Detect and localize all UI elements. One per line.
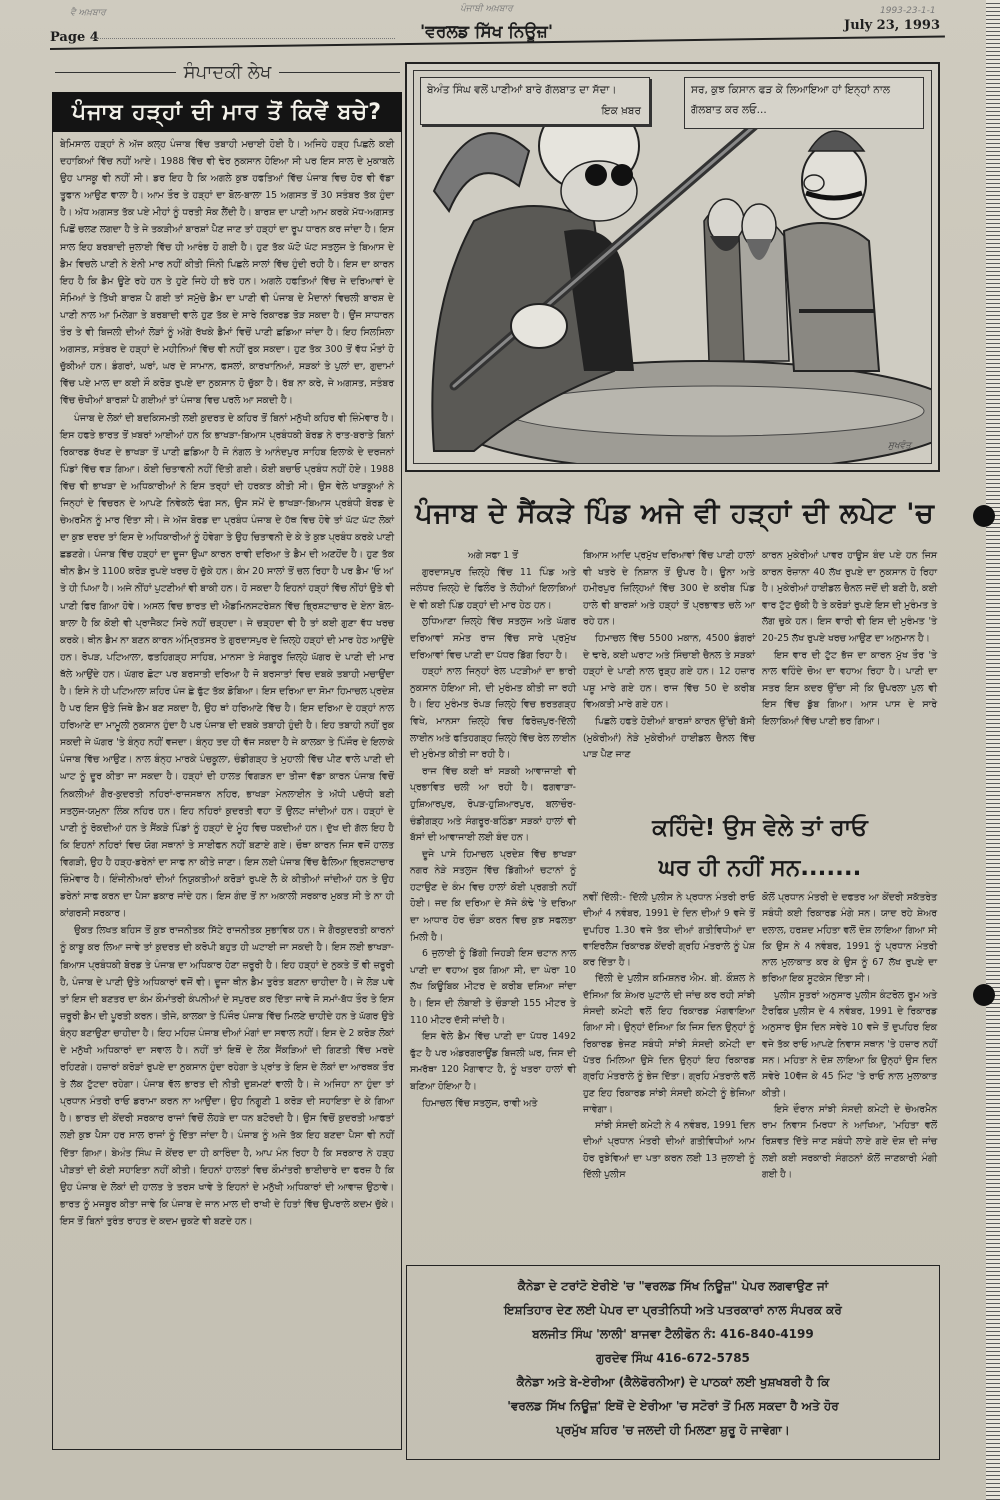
editorial-section-label [55,62,400,83]
rao-story-headline [580,808,940,888]
story-paragraph: ਹਿਮਾਚਲ ਵਿੱਚ ਸਤਲੁਜ, ਰਾਵੀ ਅਤੇ [422,1097,538,1109]
issue-date: July 23, 1993 [844,18,940,33]
story-headline: ਪੰਜਾਬ ਦੇ ਸੈਂਕੜੇ ਪਿੰਡ ਅਜੇ ਵੀ ਹੜ੍ਹਾਂ ਦੀ ਲਪੇਟ 'ਚ [415,498,935,529]
cartoon [405,62,940,472]
story-paragraph: ਗੁਰਦਾਸਪੁਰ ਜ਼ਿਲ੍ਹੇ ਵਿੱਚ 11 ਪਿੰਡ ਅਤੇ ਜਲੰਧਰ ਜ਼ਿਲ੍ਹੇ ਦੇ ਫਿਲੌਰ ਤੇ ਲੋਹੀਆਂ ਇਲਾਕਿਆਂ ਦੇ ਵੀ ਕਈ ਪਿੰਡ ਹੜ੍ਹਾਂ ਦੀ ਮਾਰ ਹੇਠ ਹਨ। [410,566,576,611]
divider [279,72,400,73]
punch-hole [973,505,995,527]
story-paragraph: ਰਾਜ ਵਿੱਚ ਕਈ ਥਾਂ ਸੜਕੀ ਆਵਾਜਾਈ ਵੀ ਪ੍ਰਭਾਵਿਤ ਚਲੀ ਆ ਰਹੀ ਹੈ। ਫਗਵਾੜਾ-ਹੁਸ਼ਿਆਰਪੁਰ, ਰੋਪੜ-ਹੁਸ਼ਿਆਰਪੁਰ, ਬਲਾਚੌਰ-ਚੰਡੀਗੜ੍ਹ ਅਤੇ ਸੰਗਰੂਰ-ਬਠਿੰਡਾ ਸੜਕਾਂ ਹਾਲਾਂ ਵੀ ਬੱਸਾਂ ਦੀ ਆਵਾਜਾਈ ਲਈ ਬੰਦ ਹਨ। [410,765,576,844]
story-paragraph: ਹੜ੍ਹਾਂ ਨਾਲ ਜਿਨ੍ਹਾਂ ਰੇਲ ਪਟੜੀਆਂ ਦਾ ਭਾਰੀ ਨੁਕਸਾਨ ਹੋਇਆ ਸੀ, ਦੀ ਮੁਰੰਮਤ ਕੀਤੀ ਜਾ ਰਹੀ ਹੈ। ਇਹ ਮੁਰੰਮਤ ਰੋਪੜ ਜ਼ਿਲ੍ਹੇ ਵਿਚ ਭਰਤਗੜ੍ਹ ਵਿਖੇ, ਮਾਨਸਾ ਜ਼ਿਲ੍ਹੇ ਵਿਚ ਫਿਰੋਜ਼ਪੁਰ-ਦਿੱਲੀ ਲਾਈਨ ਅਤੇ ਫਤਿਹਗੜ੍ਹ ਜ਼ਿਲ੍ਹੇ ਵਿੱਚ ਰੇਲ ਲਾਈਨ ਦੀ ਮੁਰੰਮਤ ਕੀਤੀ ਜਾ ਰਹੀ ਹੈ। [410,666,576,761]
editorial-headline: ਪੰਜਾਬ ਹੜ੍ਹਾਂ ਦੀ ਮਾਰ ਤੋਂ ਕਿਵੇਂ ਬਚੇ? [52,92,402,132]
story-paragraph: ਹਿਮਾਚਲ ਵਿੱਚ 5500 ਮਕਾਨ, 4500 ਡੰਗਰਾਂ ਦੇ ਢਾਰੇ, ਕਈ ਘਰਾਟ ਅਤੇ ਸਿੰਚਾਈ ਚੈਨਲ ਤੇ ਸੜਕਾਂ ਹੜ੍ਹਾਂ ਦੇ ਪਾਣੀ ਨਾਲ ਰੁੜ੍ਹ ਗਏ ਹਨ। 12 ਹਜ਼ਾਰ ਪਸ਼ੂ ਮਾਰੇ ਗਏ ਹਨ। ਰਾਜ ਵਿੱਚ 50 ਦੇ ਕਰੀਬ ਵਿਅਕਤੀ ਮਾਰੇ ਗਏ ਹਨ। [583,632,755,711]
advert-line: ਇਸ਼ਤਿਹਾਰ ਦੇਣ ਲਈ ਪੇਪਰ ਦਾ ਪ੍ਰਤੀਨਿਧੀ ਅਤੇ ਪਤਰਕਾਰਾਂ ਨਾਲ ਸੰਪਰਕ ਕਰੋ [504,1303,842,1317]
header-dotted-rule [95,38,395,39]
editorial-paragraph: ਬੇਮਿਸਾਲ ਹੜ੍ਹਾਂ ਨੇ ਅੱਜ ਕਲ੍ਹ ਪੰਜਾਬ ਵਿੱਚ ਤਬਾਹੀ ਮਚਾਈ ਹੋਈ ਹੈ। ਅਜਿਹੇ ਹੜ੍ਹ ਪਿਛਲੇ ਕਈ ਦਹਾਕਿਆਂ ਵਿੱਚ ਨਹੀਂ ਆਏ। 1988 ਵਿੱਚ ਵੀ ਢੇਰ ਨੁਕਸਾਨ ਹੋਇਆ ਸੀ ਪਰ ਇਸ ਸਾਲ ਦੇ ਮੁਕਾਬਲੇ ਉਹ ਪਾਸਕੂ ਵੀ ਨਹੀਂ ਸੀ। ਡਰ ਇਹ ਹੈ ਕਿ ਅਗਲੇ ਕੁਝ ਹਫਤਿਆਂ ਵਿੱਚ ਪੰਜਾਬ ਵਿਚ ਹੋਰ ਵੀ ਵੱਡਾ ਤੂਫਾਨ ਆਉਣ ਵਾਲਾ ਹੈ। ਆਮ ਤੌਰ ਤੇ ਹੜ੍ਹਾਂ ਦਾ ਬੋਲ-ਬਾਲਾ 15 ਅਗਸਤ ਤੋਂ 30 ਸਤੰਬਰ ਤੱਕ ਹੁੰਦਾ ਹੈ। ਅੱਧ ਅਗਸਤ ਤੱਕ ਪਏ ਮੀਹਾਂ ਨੂੰ ਧਰਤੀ ਸੋਕ ਲੈਂਦੀ ਹੈ। ਬਾਰਸ਼ ਦਾ ਪਾਣੀ ਆਮ ਕਰਕੇ ਮੱਧ-ਅਗਸਤ ਪਿਛੋਂ ਚਲਣ ਲਗਦਾ ਹੈ ਤੇ ਜੇ ਤਕੜੀਆਂ ਬਾਰਸ਼ਾਂ ਪੈਣ ਜਾਣ ਤਾਂ ਹੜ੍ਹਾਂ ਦਾ ਰੂਪ ਧਾਰਨ ਕਰ ਜਾਂਦਾ ਹੈ। ਇਸ ਸਾਲ ਇਹ ਬਰਬਾਦੀ ਜੁਲਾਈ ਵਿੱਚ ਹੀ ਆਰੰਭ ਹੋ ਗਈ ਹੈ। ਹੁਣ ਤੱਕ ਘੱਟੋ ਘੱਟ ਸਤਲੁਜ ਤੇ ਬਿਆਸ ਦੇ ਡੈਮ ਵਿਚਲੇ ਪਾਣੀ ਨੇ ਏਨੀ ਮਾਰ ਨਹੀਂ ਕੀਤੀ ਜਿੰਨੀ ਪਿਛਲੇ ਸਾਲਾਂ ਵਿੱਚ ਹੁੰਦੀ ਰਹੀ ਹੈ। ਇਸ ਦਾ ਕਾਰਨ ਇਹ ਹੈ ਕਿ ਡੈਮ ਊਣੇ ਰਹੇ ਹਨ ਤੇ ਹੁਣੇ ਜਿਹੇ ਹੀ ਭਰੇ ਹਨ। ਅਗਲੇ ਹਫਤਿਆਂ ਵਿੱਚ ਜੇ ਦਰਿਆਵਾਂ ਦੇ ਸੋਮਿਆਂ ਤੇ ਤਿੱਖੀ ਬਾਰਸ਼ ਪੈ ਗਈ ਤਾਂ ਸਮੁੱਚੇ ਡੈਮ ਦਾ ਪਾਣੀ ਵੀ ਪੰਜਾਬ ਦੇ ਮੈਦਾਨਾਂ ਵਿਚਲੀ ਬਾਰਸ਼ ਦੇ ਪਾਣੀ ਨਾਲ ਆ ਮਿਲੇਗਾ ਤੇ ਬਰਬਾਦੀ ਵਾਲੇ ਹੁਣ ਤੱਕ ਦੇ ਸਾਰੇ ਰਿਕਾਰਡ ਤੋੜ ਸਕਦਾ ਹੈ। ਉਂਜ ਸਾਧਾਰਨ ਤੌਰ ਤੇ ਵੀ ਬਿਜਲੀ ਦੀਆਂ ਲੋੜਾਂ ਨੂੰ ਅੱਗੇ ਰੱਖਕੇ ਡੈਮਾਂ ਵਿਚੋਂ ਪਾਣੀ ਛਡਿਆ ਜਾਂਦਾ ਹੈ। ਇਹ ਸਿਲਸਿਲਾ ਅਗਸਤ, ਸਤੰਬਰ ਦੇ ਹੜ੍ਹਾਂ ਦੇ ਮਹੀਨਿਆਂ ਵਿੱਚ ਵੀ ਨਹੀਂ ਰੁਕ ਸਕਦਾ। ਹੁਣ ਤੱਕ 300 ਤੋਂ ਵੱਧ ਮੌਤਾਂ ਹੋ ਚੁੱਕੀਆਂ ਹਨ। ਡੰਗਰਾਂ, ਘਰਾਂ, ਘਰ ਦੇ ਸਾਮਾਨ, ਫਸਲਾਂ, ਕਾਰਖਾਨਿਆਂ, ਸੜਕਾਂ ਤੇ ਪੁਲਾਂ ਦਾ, ਗੁਦਾਮਾਂ ਵਿੱਚ ਪਏ ਮਾਲ ਦਾ ਕਈ ਸੌ ਕਰੋੜ ਰੁਪਏ ਦਾ ਨੁਕਸਾਨ ਹੋ ਚੁੱਕਾ ਹੈ। ਰੱਬ ਨਾ ਕਰੇ, ਜੇ ਅਗਸਤ, ਸਤੰਬਰ ਵਿੱਚ ਚੋਖੀਆਂ ਬਾਰਸ਼ਾਂ ਪੈ ਗਈਆਂ ਤਾਂ ਪੰਜਾਬ ਵਿਚ ਪਰਲੋ ਆ ਸਕਦੀ ਹੈ। [60,139,394,407]
story-paragraph: 6 ਜੁਲਾਈ ਨੂੰ ਡਿੱਗੀ ਜਿਹੜੀ ਇਸ ਚਟਾਨ ਨਾਲ ਪਾਣੀ ਦਾ ਵਹਾਅ ਰੁਕ ਗਿਆ ਸੀ, ਦਾ ਘੇਰਾ 10 ਲੱਖ ਕਿਊਬਿਕ ਮੀਟਰ ਦੇ ਕਰੀਬ ਦਸਿਆ ਜਾਂਦਾ ਹੈ। ਇਸ ਦੀ ਲੰਬਾਈ ਤੇ ਚੌੜਾਈ 155 ਮੀਟਰ ਤੇ 110 ਮੀਟਰ ਦੱਸੀ ਜਾਂਦੀ ਹੈ। [410,948,576,1026]
story-paragraph: ਕੋਲੋਂ ਪ੍ਰਧਾਨ ਮੰਤਰੀ ਦੇ ਦਫਤਰ ਆ ਕੇਂਦਰੀ ਸਕੱਤਰੇਤ ਸਬੰਧੀ ਕਈ ਰਿਕਾਰਡ ਮੰਗੇ ਸਨ। ਯਾਦ ਰਹੇ ਸ਼ੇਅਰ ਦਲਾਲ, ਹਰਸ਼ਦ ਮਹਿਤਾ ਵਲੋਂ ਦੋਸ਼ ਲਾਇਆ ਗਿਆ ਸੀ ਕਿ ਉਸ ਨੇ 4 ਨਵੰਬਰ, 1991 ਨੂੰ ਪ੍ਰਧਾਨ ਮੰਤਰੀ ਨਾਲ ਮੁਲਾਕਾਤ ਕਰ ਕੇ ਉਸ ਨੂੰ 67 ਲੱਖ ਰੁਪਏ ਦਾ ਭਰਿਆ ਇਕ ਸੂਟਕੇਸ ਦਿੱਤਾ ਸੀ। [762,892,937,985]
stamp-center: ਪੰਜਾਬੀ ਅਖ਼ਬਾਰ [460,4,513,14]
story-paragraph: ਲੁਧਿਆਣਾ ਜ਼ਿਲ੍ਹੇ ਵਿੱਚ ਸਤਲੁਜ ਅਤੇ ਘੱਗਰ ਦਰਿਆਵਾਂ ਸਮੇਤ ਰਾਜ ਵਿੱਚ ਸਾਰੇ ਪ੍ਰਮੁੱਖ ਦਰਿਆਵਾਂ ਵਿਚ ਪਾਣੀ ਦਾ ਪੱਧਰ ਡਿੱਗ ਰਿਹਾ ਹੈ। [410,616,576,661]
story-column-3 [762,548,937,731]
story-column-2 [583,548,755,764]
cartoon-caption: ਬੇਅੰਤ ਸਿੰਘ ਵਲੋਂ ਪਾਣੀਆਂ ਬਾਰੇ ਗੱਲਬਾਤ ਦਾ ਸੱਦਾ। [427,84,617,96]
rao-story-column-1 [583,890,755,1183]
rao-story-column-2 [762,890,937,1183]
cartoonist-signature: ਸੁਖਵੰਤ [887,441,911,451]
page-number: Page 4 [50,30,99,45]
stamp-right: 1993-23-1-1 [880,6,936,16]
section-label: ਸੰਪਾਦਕੀ ਲੇਖ [183,62,272,83]
story-paragraph: ਪੁਲੀਸ ਸੂਤਰਾਂ ਅਨੁਸਾਰ ਪੁਲੀਸ ਕੰਟਰੋਲ ਰੂਮ ਅਤੇ ਟੈਰਫਿਕ ਪੁਲੀਸ ਦੇ 4 ਨਵੰਬਰ, 1991 ਦੇ ਰਿਕਾਰਡ ਅਨੁਸਾਰ ਉਸ ਦਿਨ ਸਵੇਰੇ 10 ਵਜੇ ਤੋਂ ਦੁਪਹਿਰ ਇਕ ਵਜੇ ਤੱਕ ਰਾਓ ਆਪਣੇ ਨਿਵਾਸ ਸਥਾਨ 'ਤੇ ਹਜ਼ਾਰ ਨਹੀਂ ਸਨ। ਮਹਿਤਾ ਨੇ ਦੋਸ਼ ਲਾਇਆ ਕਿ ਉਨ੍ਹਾਂ ਉਸ ਦਿਨ ਸਵੇਰੇ 10ਵੱਜ ਕੇ 45 ਮਿੰਟ 'ਤੇ ਰਾਓ ਨਾਲ ਮੁਲਾਕਾਤ ਕੀਤੀ। [762,989,937,1099]
stamp-left: ਵੈ ਅਖ਼ਬਾਰ [70,8,106,18]
advert-line: ਕੈਨੇਡਾ ਅਤੇ ਬੇ-ਏਰੀਆ (ਕੈਲੇਫੋਰਨੀਆ) ਦੇ ਪਾਠਕਾਂ ਲਈ ਖੁਸ਼ਖਬਰੀ ਹੈ ਕਿ [516,1375,830,1389]
story-paragraph: ਇਸ ਵੇਲੇ ਡੈਮ ਵਿੱਚ ਪਾਣੀ ਦਾ ਪੱਧਰ 1492 ਫੁੱਟ ਹੈ ਪਰ ਅੰਡਰਗਰਾਊਂਡ ਬਿਜਲੀ ਘਰ, ਜਿਸ ਦੀ ਸਮਰੱਥਾ 120 ਮੈਗਾਵਾਟ ਹੈ, ਨੂੰ ਖਤਰਾ ਹਾਲਾਂ ਵੀ ਬਣਿਆ ਹੋਇਆ ਹੈ। [410,1031,576,1092]
cartoon-panel [413,70,932,464]
divider [55,72,176,73]
binding-ruler-edge [986,0,1000,1500]
advert-line: ਕੈਨੇਡਾ ਦੇ ਟਰਾਂਟੋ ਏਰੀਏ 'ਚ "ਵਰਲਡ ਸਿੱਖ ਨਿਊਜ਼" ਪੇਪਰ ਲਗਵਾਉਣ ਜਾਂ [517,1279,829,1293]
continued-from: ਅਗੇ ਸਫਾ 1 ਤੋਂ [467,550,519,561]
punch-hole [973,984,995,1006]
headline-line: ਘਰ ਹੀ ਨਹੀਂ ਸਨ....... [658,855,862,881]
story-paragraph: ਨਵੀਂ ਦਿੱਲੀ:- ਦਿੱਲੀ ਪੁਲੀਸ ਨੇ ਪ੍ਰਧਾਨ ਮੰਤਰੀ ਰਾਓ ਦੀਆਂ 4 ਨਵੰਬਰ, 1991 ਦੇ ਦਿਨ ਦੀਆਂ 9 ਵਜੇ ਤੋਂ ਦੁਪਹਿਰ 1.30 ਵਜੇ ਤੱਕ ਦੀਆਂ ਗਤੀਵਿਧੀਆਂ ਦਾ ਵਾਇਰਲੈਸ ਰਿਕਾਰਡ ਕੇਂਦਰੀ ਗ੍ਰਹਿ ਮੰਤਰਾਲੇ ਨੂੰ ਪੇਸ਼ ਕਰ ਦਿੱਤਾ ਹੈ। [583,892,755,969]
advert-line: 'ਵਰਲਡ ਸਿੱਖ ਨਿਊਜ਼' ਇਥੋਂ ਦੇ ਏਰੀਆ 'ਚ ਸਟੋਰਾਂ ਤੋਂ ਮਿਲ ਸਕਦਾ ਹੈ ਅਤੇ ਹੋਰ [507,1399,839,1413]
editorial-paragraph: ਉਕਤ ਲਿਖਤ ਬਹਿਸ ਤੋਂ ਕੁਝ ਰਾਜਨੀਤਕ ਸਿੱਟੇ ਰਾਜਨੀਤਕ ਸੁਭਾਵਿਕ ਹਨ। ਜੇ ਗੈਰਕੁਦਰਤੀ ਕਾਰਨਾਂ ਨੂੰ ਕਾਬੂ ਕਰ ਲਿਆ ਜਾਵੇ ਤਾਂ ਕੁਦਰਤ ਦੀ ਕਰੋਪੀ ਬਹੁਤ ਹੀ ਘਟਾਈ ਜਾ ਸਕਦੀ ਹੈ। ਇਸ ਲਈ ਭਾਖੜਾ-ਬਿਆਸ ਪ੍ਰਬੰਧਕੀ ਬੋਰਡ ਤੇ ਪੰਜਾਬ ਦਾ ਅਧਿਕਾਰ ਹੋਣਾ ਜ਼ਰੂਰੀ ਹੈ। ਇਹ ਹੜ੍ਹਾਂ ਦੇ ਨੁਕਤੇ ਤੋਂ ਵੀ ਜ਼ਰੂਰੀ ਹੈ, ਪੰਜਾਬ ਦੇ ਪਾਣੀ ਉਤੇ ਅਧਿਕਾਰਾਂ ਵਜੋਂ ਵੀ। ਦੂਜਾ ਥੀਨ ਡੈਮ ਤੁਰੰਤ ਬਣਨਾ ਚਾਹੀਦਾ ਹੈ। ਜੇ ਲੋੜ ਪਵੇ ਤਾਂ ਇਸ ਦੀ ਬਣਤਰ ਦਾ ਕੰਮ ਕੌਮਾਂਤਰੀ ਕੰਪਨੀਆਂ ਦੇ ਸਪੁਰਦ ਕਰ ਦਿੱਤਾ ਜਾਵੇ ਜੋ ਸਮਾਂ-ਬੱਧ ਤੌਰ ਤੇ ਇਸ ਜ਼ਰੂਰੀ ਡੈਮ ਦੀ ਪੂਰਤੀ ਕਰਨ। ਤੀਜੇ, ਕਾਲਕਾ ਤੇ ਪਿੰਜੌਰ ਪੰਜਾਬ ਵਿੱਚ ਮਿਲਣੇ ਚਾਹੀਦੇ ਹਨ ਤੇ ਘੱਗਰ ਉਤੇ ਬੰਨ੍ਹ ਬਣਾਉਣਾ ਚਾਹੀਦਾ ਹੈ। ਇਹ ਮਹਿਜ਼ ਪੰਜਾਬ ਦੀਆਂ ਮੰਗਾਂ ਦਾ ਸਵਾਲ ਨਹੀਂ। ਇਸ ਦੇ 2 ਕਰੋੜ ਲੋਕਾਂ ਦੇ ਮਨੁੱਖੀ ਅਧਿਕਾਰਾਂ ਦਾ ਸਵਾਲ ਹੈ। ਨਹੀਂ ਤਾਂ ਇਥੋਂ ਦੇ ਲੋਕ ਸੈਂਕੜਿਆਂ ਦੀ ਗਿਣਤੀ ਵਿੱਚ ਮਰਦੇ ਰਹਿਣਗੇ। ਹਜ਼ਾਰਾਂ ਕਰੋੜਾਂ ਰੁਪਏ ਦਾ ਨੁਕਸਾਨ ਹੁੰਦਾ ਰਹੇਗਾ ਤੇ ਪ੍ਰਾਂਤ ਤੇ ਇਸ ਦੇ ਲੋਕਾਂ ਦਾ ਆਰਥਕ ਤੌਰ ਤੇ ਲੱਕ ਟੁੱਟਦਾ ਰਹੇਗਾ। ਪੰਜਾਬ ਵੱਲ ਭਾਰਤ ਦੀ ਨੀਤੀ ਦੁਸ਼ਮਣਾਂ ਵਾਲੀ ਹੈ। ਜੇ ਅਜਿਹਾ ਨਾ ਹੁੰਦਾ ਤਾਂ ਪ੍ਰਧਾਨ ਮੰਤਰੀ ਰਾਓ ਡਰਾਮਾ ਕਰਨ ਨਾ ਆਉਂਦਾ। ਉਹ ਨਿਗੂਣੀ 1 ਕਰੋੜ ਦੀ ਸਹਾਇਤਾ ਦੇ ਕੇ ਗਿਆ ਹੈ। ਭਾਰਤ ਦੀ ਕੇਂਦਰੀ ਸਰਕਾਰ ਰਾਜਾਂ ਵਿਚੋਂ ਲੋਹੜੇ ਦਾ ਧਨ ਬਟੋਰਦੀ ਹੈ। ਉਸ ਵਿਚੋਂ ਕੁਦਰਤੀ ਆਫਤਾਂ ਲਈ ਕੁਝ ਪੈਸਾ ਹਰ ਸਾਲ ਰਾਜਾਂ ਨੂੰ ਦਿੱਤਾ ਜਾਂਦਾ ਹੈ। ਪੰਜਾਬ ਨੂੰ ਅਜੇ ਤੱਕ ਇਹ ਬਣਦਾ ਪੈਸਾ ਵੀ ਨਹੀਂ ਦਿੱਤਾ ਗਿਆ। ਬੇਅੰਤ ਸਿੰਘ ਜੋ ਕੇਂਦਰ ਦਾ ਹੀ ਕਾਰਿੰਦਾ ਹੈ, ਆਪ ਮੰਨ ਰਿਹਾ ਹੈ ਕਿ ਸਰਕਾਰ ਨੇ ਹੜ੍ਹ ਪੀੜਤਾਂ ਦੀ ਕੋਈ ਸਹਾਇਤਾ ਨਹੀਂ ਕੀਤੀ। ਇਹਨਾਂ ਹਾਲਤਾਂ ਵਿਚ ਕੌਮਾਂਤਰੀ ਭਾਈਚਾਰੇ ਦਾ ਫਰਜ਼ ਹੈ ਕਿ ਉਹ ਪੰਜਾਬ ਦੇ ਲੋਕਾਂ ਦੀ ਹਾਲਤ ਤੇ ਤਰਸ ਖਾਵੇ ਤੇ ਇਹਨਾਂ ਦੇ ਮਨੁੱਖੀ ਅਧਿਕਾਰਾਂ ਦੀ ਆਵਾਜ਼ ਉਠਾਵੇ। ਭਾਰਤ ਨੂੰ ਮਜਬੂਰ ਕੀਤਾ ਜਾਵੇ ਕਿ ਪੰਜਾਬ ਦੇ ਜਾਨ ਮਾਲ ਦੀ ਰਾਖੀ ਦੇ ਹਿਤਾਂ ਵਿੱਚ ਉਪਰਾਲੇ ਕਦਮ ਚੁੱਕੇ। ਇਸ ਤੋਂ ਬਿਨਾਂ ਤੁਰੰਤ ਰਾਹਤ ਦੇ ਕਦਮ ਚੁਕਣੇ ਵੀ ਬਣਦੇ ਹਨ। [60,925,394,1227]
story-paragraph: ਦੂਜੇ ਪਾਸੇ ਹਿਮਾਚਲ ਪ੍ਰਦੇਸ਼ ਵਿੱਚ ਭਾਖੜਾ ਨਗਰ ਨੇੜੇ ਸਤਲੁਜ ਵਿੱਚ ਡਿੱਗੀਆਂ ਚਟਾਨਾਂ ਨੂੰ ਹਟਾਉਣ ਦੇ ਕੰਮ ਵਿਚ ਹਾਲਾਂ ਕੋਈ ਪ੍ਰਗਤੀ ਨਹੀਂ ਹੋਈ। ਜਦ ਕਿ ਦਰਿਆ ਦੇ ਸੱਜੇ ਕੰਢੇ 'ਤੇ ਦਰਿਆ ਦਾ ਆਧਾਰ ਹੋਰ ਚੌੜਾ ਕਰਨ ਵਿਚ ਕੁਝ ਸਫਲਤਾ ਮਿਲੀ ਹੈ। [410,848,576,943]
story-paragraph: ਸਾਂਝੀ ਸੰਸਦੀ ਕਮੇਟੀ ਨੇ 4 ਨਵੰਬਰ, 1991 ਦਿਨ ਦੀਆਂ ਪ੍ਰਧਾਨ ਮੰਤਰੀ ਦੀਆਂ ਗਤੀਵਿਧੀਆਂ ਆਮ ਹੋਰ ਰੁਝੇਵਿਆਂ ਦਾ ਪਤਾ ਕਰਨ ਲਈ 13 ਜੁਲਾਈ ਨੂੰ ਦਿੱਲੀ ਪੁਲੀਸ [583,1120,755,1181]
advert-contact: ਬਲਜੀਤ ਸਿੰਘ 'ਲਾਲੀ' ਬਾਜਵਾ ਟੈਲੀਫੋਨ ਨੰ: 416-840-4199 [532,1327,814,1341]
headline-line: ਕਹਿੰਦੇ! ਉਸ ਵੇਲੇ ਤਾਂ ਰਾਓ [652,815,868,841]
cartoon-caption-source: ਇਕ ਖ਼ਬਰ [601,105,641,117]
editorial-body [52,132,402,1450]
advert-contact: ਗੁਰਦੇਵ ਸਿੰਘ 416-672-5785 [596,1351,750,1365]
advert-line: ਪ੍ਰਮੁੱਖ ਸ਼ਹਿਰ 'ਚ ਜਲਦੀ ਹੀ ਮਿਲਣਾ ਸ਼ੁਰੂ ਹੋ ਜਾਵੇਗਾ। [556,1423,790,1437]
story-paragraph: ਬਿਆਸ ਆਦਿ ਪ੍ਰਮੁੱਖ ਦਰਿਆਵਾਂ ਵਿੱਚ ਪਾਣੀ ਹਾਲਾਂ ਵੀ ਖਤਰੇ ਦੇ ਨਿਸ਼ਾਨ ਤੋਂ ਉਪਰ ਹੈ। ਊਨਾ ਅਤੇ ਹਮੀਰਪੁਰ ਜ਼ਿਲ੍ਹਿਆਂ ਵਿੱਚ 300 ਦੇ ਕਰੀਬ ਪਿੰਡ ਹਾਲੇ ਵੀ ਬਾਰਸ਼ਾਂ ਅਤੇ ਹੜ੍ਹਾਂ ਤੋਂ ਪ੍ਰਭਾਵਤ ਚਲੇ ਆ ਰਹੇ ਹਨ। [583,550,755,628]
cartoon-illustration [414,71,932,464]
story-paragraph: ਕਾਰਨ ਮੁਕੇਰੀਆਂ ਪਾਵਰ ਹਾਊਸ ਬੰਦ ਪਏ ਹਨ ਜਿਸ ਕਾਰਨ ਰੋਜ਼ਾਨਾ 40 ਲੱਖ ਰੁਪਏ ਦਾ ਨੁਕਸਾਨ ਹੋ ਰਿਹਾ ਹੈ। ਮੁਕੇਰੀਆਂ ਹਾਈਡਲ ਚੈਨਲ ਜਦੋਂ ਦੀ ਬਣੀ ਹੈ, ਕਈ ਵਾਰ ਟੁੱਟ ਚੁੱਕੀ ਹੈ ਤੇ ਕਰੋੜਾਂ ਰੁਪਏ ਇਸ ਦੀ ਮੁਰੰਮਤ ਤੇ ਲੱਗ ਚੁਕੇ ਹਨ। ਇਸ ਵਾਰੀ ਵੀ ਇਸ ਦੀ ਮੁਰੰਮਤ 'ਤੇ 20-25 ਲੱਖ ਰੁਪਏ ਖਰਚ ਆਉਣ ਦਾ ਅਨੁਮਾਨ ਹੈ। [762,550,937,644]
cartoon-speech-bubble: ਸਰ, ਕੁਝ ਕਿਸਾਨ ਫੜ ਕੇ ਲਿਆਇਆ ਹਾਂ ਇਨ੍ਹਾਂ ਨਾਲ ਗੱਲਬਾਤ ਕਰ ਲਓ... [684,77,924,129]
story-paragraph: ਪਿਛਲੇ ਹਫਤੇ ਹੋਈਆਂ ਬਾਰਸ਼ਾਂ ਕਾਰਨ ਉੱਚੀ ਬੱਸੀ (ਮੁਕੇਰੀਆਂ) ਨੇੜੇ ਮੁਕੇਰੀਆਂ ਹਾਈਡਲ ਚੈਨਲ ਵਿੱਚ ਪਾੜ ਪੈਣ ਜਾਣ [583,715,755,761]
story-paragraph: ਇਸੇ ਦੌਰਾਨ ਸਾਂਝੀ ਸੰਸਦੀ ਕਮੇਟੀ ਦੇ ਚੇਅਰਮੈਨ ਰਾਮ ਨਿਵਾਸ ਮਿਰਧਾ ਨੇ ਆਖਿਆ, 'ਮਹਿਤਾ ਵਲੋਂ ਰਿਸ਼ਵਤ ਦਿੱਤੇ ਜਾਣ ਸਬੰਧੀ ਲਾਏ ਗਏ ਦੋਸ਼ ਦੀ ਜਾਂਚ ਲਈ ਕਈ ਸਰਕਾਰੀ ਸੰਗਠਨਾਂ ਕੋਲੋਂ ਜਾਣਕਾਰੀ ਮੰਗੀ ਗਈ ਹੈ। [762,1103,937,1181]
cartoon-caption-box [420,77,650,125]
story-column-1 [410,548,576,1112]
masthead: 'ਵਰਲਡ ਸਿੱਖ ਨਿਊਜ਼' [420,22,554,42]
editorial-paragraph: ਪੰਜਾਬ ਦੇ ਲੋਕਾਂ ਦੀ ਬਦਕਿਸਮਤੀ ਲਈ ਕੁਦਰਤ ਦੇ ਕਹਿਰ ਤੋਂ ਬਿਨਾਂ ਮਨੁੱਖੀ ਕਹਿਰ ਵੀ ਜ਼ਿੰਮੇਵਾਰ ਹੈ। ਇਸ ਹਫਤੇ ਭਾਰਤ ਤੋਂ ਖ਼ਬਰਾਂ ਆਈਆਂ ਹਨ ਕਿ ਭਾਖੜਾ-ਬਿਆਸ ਪ੍ਰਬੰਧਕੀ ਬੋਰਡ ਨੇ ਰਾਤ-ਬਰਾਤੇ ਬਿਨਾਂ ਰਿਕਾਰਡ ਰੱਖਣ ਦੇ ਭਾਖੜਾ ਤੋਂ ਪਾਣੀ ਛਡਿਆ ਹੈ ਜੋ ਨੰਗਲ ਤੇ ਆਨੰਦਪੁਰ ਸਾਹਿਬ ਇਲਾਕੇ ਦੇ ਦਰਜਨਾਂ ਪਿੰਡਾਂ ਵਿੱਚ ਵੜ ਗਿਆ। ਕੋਈ ਚਿਤਾਵਨੀ ਨਹੀਂ ਦਿੱਤੀ ਗਈ। ਕੋਈ ਬਚਾਓ ਪ੍ਰਬੰਧ ਨਹੀਂ ਹੋਏ। 1988 ਵਿੱਚ ਵੀ ਭਾਖੜਾ ਦੇ ਅਧਿਕਾਰੀਆਂ ਨੇ ਇਸ ਤਰ੍ਹਾਂ ਦੀ ਹਰਕਤ ਕੀਤੀ ਸੀ। ਉਸ ਵੇਲੇ ਖਾੜਕੂਆਂ ਨੇ ਜਿਨ੍ਹਾਂ ਦੇ ਵਿਚਰਨ ਦੇ ਆਪਣੇ ਨਿਵੇਕਲੇ ਢੰਗ ਸਨ, ਉਸ ਸਮੇਂ ਦੇ ਭਾਖੜਾ-ਬਿਆਸ ਪ੍ਰਬੰਧੀ ਬੋਰਡ ਦੇ ਚੇਅਰਮੈਨ ਨੂੰ ਮਾਰ ਦਿੱਤਾ ਸੀ। ਜੇ ਅੱਜ ਬੋਰਡ ਦਾ ਪ੍ਰਬੰਧ ਪੰਜਾਬ ਦੇ ਹੱਥ ਵਿਚ ਹੋਵੇ ਤਾਂ ਘੱਟ ਘੱਟ ਲੋਕਾਂ ਦਾ ਕੁਝ ਦਰਦ ਤਾਂ ਇਸ ਦੇ ਅਧਿਕਾਰੀਆਂ ਨੂੰ ਹੋਵੇਗਾ ਤੇ ਉਹ ਚਿਤਾਵਨੀ ਦੇ ਕੇ ਤੇ ਕੁਝ ਪ੍ਰਬੰਧ ਕਰਕੇ ਪਾਣੀ ਛਡਣਗੇ। ਪੰਜਾਬ ਵਿੱਚ ਹੜ੍ਹਾਂ ਦਾ ਦੂਜਾ ਉਘਾ ਕਾਰਨ ਰਾਵੀ ਦਰਿਆ ਤੇ ਡੈਮ ਦੀ ਅਣਹੋਂਦ ਹੈ। ਹੁਣ ਤੱਕ ਥੀਨ ਡੈਮ ਤੇ 1100 ਕਰੋੜ ਰੁਪਏ ਖਰਚ ਹੋ ਚੁੱਕੇ ਹਨ। ਕੰਮ 20 ਸਾਲਾਂ ਤੋਂ ਚਲ ਰਿਹਾ ਹੈ ਪਰ ਡੈਮ 'ਓ ਅ' ਤੇ ਹੀ ਪਿਆ ਹੈ। ਅਜੇ ਨੀਂਹਾਂ ਪੁਟਣੀਆਂ ਵੀ ਬਾਕੀ ਹਨ। ਹੋ ਸਕਦਾ ਹੈ ਇਹਨਾਂ ਹੜ੍ਹਾਂ ਵਿੱਚ ਨੀਂਹਾਂ ਉਤੇ ਵੀ ਪਾਣੀ ਫਿਰ ਗਿਆ ਹੋਵੇ। ਅਸਲ ਵਿਚ ਭਾਰਤ ਦੀ ਐਡਮਿਨਸਟਰੇਸ਼ਨ ਵਿੱਚ ਭ੍ਰਿਸ਼ਟਾਚਾਰ ਦੇ ਏਨਾ ਬੋਲ-ਬਾਲਾ ਹੈ ਕਿ ਕੋਈ ਵੀ ਪ੍ਰਾਜੈਕਟ ਸਿਰੇ ਨਹੀਂ ਚੜ੍ਹਦਾ। ਜੇ ਚੜ੍ਹਦਾ ਵੀ ਹੈ ਤਾਂ ਕਈ ਗੁਣਾ ਵੱਧ ਖਰਚ ਕਰਕੇ। ਥੀਨ ਡੈਮ ਨਾ ਬਣਨ ਕਾਰਨ ਅੰਮ੍ਰਿਤਸਰ ਤੇ ਗੁਰਦਾਸਪੁਰ ਦੇ ਜ਼ਿਲ੍ਹੇ ਹੜ੍ਹਾਂ ਦੀ ਮਾਰ ਹੇਠ ਆਉਂਦੇ ਹਨ। ਰੋਪੜ, ਪਟਿਆਲਾ, ਫਤਹਿਗੜ੍ਹ ਸਾਹਿਬ, ਮਾਨਸਾ ਤੇ ਸੰਗਰੂਰ ਜ਼ਿਲ੍ਹੇ ਘੱਗਰ ਦੇ ਪਾਣੀ ਦੀ ਮਾਰ ਥੱਲੇ ਆਉਂਦੇ ਹਨ। ਘੱਗਰ ਛੋਟਾ ਪਰ ਬਰਸਾਤੀ ਦਰਿਆ ਹੈ ਜੋ ਬਰਸਾਤਾਂ ਵਿਚ ਦਬਕੇ ਤਬਾਹੀ ਮਚਾਉਂਦਾ ਹੈ। ਇਸੇ ਨੇ ਹੀ ਪਟਿਆਲਾ ਸ਼ਹਿਰ ਪੰਜ ਛੇ ਫੁੱਟ ਤੱਕ ਡੋਬਿਆ। ਇਸ ਦਰਿਆ ਦਾ ਸੋਮਾ ਹਿਮਾਚਲ ਪ੍ਰਦੇਸ਼ ਹੈ ਪਰ ਇਸ ਉਤੇ ਜਿਥੇ ਡੈਮ ਬਣ ਸਕਦਾ ਹੈ, ਉਹ ਥਾਂ ਹਰਿਆਣੇ ਵਿੱਚ ਹੈ। ਇਸ ਦਰਿਆ ਦੇ ਹੜ੍ਹਾਂ ਨਾਲ ਹਰਿਆਣੇ ਦਾ ਮਾਮੂਲੀ ਨੁਕਸਾਨ ਹੁੰਦਾ ਹੈ ਪਰ ਪੰਜਾਬ ਦੀ ਦਬਕੇ ਤਬਾਹੀ ਹੁੰਦੀ ਹੈ। ਇਹ ਤਬਾਹੀ ਨਹੀਂ ਰੁਕ ਸਕਦੀ ਜੇ ਘੱਗਰ 'ਤੇ ਬੰਨ੍ਹ ਨਹੀਂ ਵਜਦਾ। ਬੰਨ੍ਹ ਤਦ ਹੀ ਵੱਜ ਸਕਦਾ ਹੈ ਜੇ ਕਾਲਕਾ ਤੇ ਪਿੰਜੌਰ ਦੇ ਇਲਾਕੇ ਪੰਜਾਬ ਵਿੱਚ ਆਉਣ। ਨਾਲ ਬੰਨ੍ਹ ਮਾਰਕੇ ਪੰਚਕੂਲਾ, ਚੰਡੀਗੜ੍ਹ ਤੇ ਮੁਹਾਲੀ ਵਿੱਚ ਪੀਣ ਵਾਲੇ ਪਾਣੀ ਦੀ ਘਾਟ ਨੂੰ ਦੂਰ ਕੀਤਾ ਜਾ ਸਕਦਾ ਹੈ। ਹੜ੍ਹਾਂ ਦੀ ਹਾਲਤ ਵਿਗੜਨ ਦਾ ਤੀਜਾ ਵੱਡਾ ਕਾਰਨ ਪੰਜਾਬ ਵਿਚੋਂ ਨਿਕਲੀਆਂ ਗੈਰ-ਕੁਦਰਤੀ ਨਹਿਰਾਂ-ਰਾਜਸਥਾਨ ਨਹਿਰ, ਭਾਖੜਾ ਮੇਨਲਾਈਨ ਤੇ ਅੱਧੀ ਪਚੱਧੀ ਬਣੀ ਸਤਲੁਜ-ਯਮੁਨਾ ਲਿੰਕ ਨਹਿਰ ਹਨ। ਇਹ ਨਹਿਰਾਂ ਕੁਦਰਤੀ ਵਹਾ ਤੋਂ ਉਲਟ ਜਾਂਦੀਆਂ ਹਨ। ਹੜ੍ਹਾਂ ਦੇ ਪਾਣੀ ਨੂੰ ਰੋਕਦੀਆਂ ਹਨ ਤੇ ਸੈਂਕੜੇ ਪਿੰਡਾਂ ਨੂੰ ਹੜ੍ਹਾਂ ਦੇ ਮੂੰਹ ਵਿਚ ਧਕਦੀਆਂ ਹਨ। ਦੁੱਖ ਦੀ ਗੱਲ ਇਹ ਹੈ ਕਿ ਇਹਨਾਂ ਨਹਿਰਾਂ ਵਿਚ ਯੋਗ ਸਥਾਨਾਂ ਤੇ ਸਾਈਫਨ ਨਹੀਂ ਬਣਾਏ ਗਏ। ਚੌਥਾ ਕਾਰਨ ਜਿਸ ਵਜੋਂ ਹਾਲਤ ਵਿਗੜੀ, ਉਹ ਹੈ ਹੜ੍ਹ-ਡਰੇਨਾਂ ਦਾ ਸਾਫ ਨਾ ਕੀਤੇ ਜਾਣਾ। ਇਸ ਲਈ ਪੰਜਾਬ ਵਿੱਚ ਫੈਲਿਆ ਭ੍ਰਿਸ਼ਟਾਚਾਰ ਜ਼ਿੰਮੇਵਾਰ ਹੈ। ਇੰਜੀਨੀਅਰਾਂ ਦੀਆਂ ਨਿਯੁਕਤੀਆਂ ਕਰੋੜਾਂ ਰੁਪਏ ਲੈ ਕੇ ਕੀਤੀਆਂ ਜਾਂਦੀਆਂ ਹਨ ਤੇ ਉਹ ਡਰੇਨਾਂ ਸਾਫ ਕਰਨ ਦਾ ਪੈਸਾ ਡਕਾਰ ਜਾਂਦੇ ਹਨ। ਇਸ ਗੰਦ ਤੋਂ ਨਾ ਅਕਾਲੀ ਸਰਕਾਰ ਮੁਕਤ ਸੀ ਤੇ ਨਾ ਹੀ ਕਾਂਗਰਸੀ ਸਰਕਾਰ। [60,412,394,920]
story-paragraph: ਦਿੱਲੀ ਦੇ ਪੁਲੀਸ ਕਮਿਸ਼ਨਰ ਐਮ. ਬੀ. ਕੌਸ਼ਲ ਨੇ ਦੱਸਿਆ ਕਿ ਸ਼ੇਅਰ ਘੁਟਾਲੇ ਦੀ ਜਾਂਚ ਕਰ ਰਹੀ ਸਾਂਝੀ ਸੰਸਦੀ ਕਮੇਟੀ ਵਲੋਂ ਇਹ ਰਿਕਾਰਡ ਮੰਗਵਾਇਆ ਗਿਆ ਸੀ। ਉਨ੍ਹਾਂ ਦੱਸਿਆ ਕਿ ਜਿਸ ਦਿਨ ਉਨ੍ਹਾਂ ਨੂੰ ਰਿਕਾਰਡ ਭੇਜਣ ਸਬੰਧੀ ਸਾਂਝੀ ਸੰਸਦੀ ਕਮੇਟੀ ਦਾ ਪੱਤਰ ਮਿਲਿਆ ਉਸੇ ਦਿਨ ਉਨ੍ਹਾਂ ਇਹ ਰਿਕਾਰਡ ਗ੍ਰਹਿ ਮੰਤਰਾਲੇ ਨੂੰ ਭੇਜ ਦਿੱਤਾ। ਗ੍ਰਹਿ ਮੰਤਰਾਲੇ ਵਲੋਂ ਹੁਣ ਇਹ ਰਿਕਾਰਡ ਸਾਂਝੀ ਸੰਸਦੀ ਕਮੇਟੀ ਨੂੰ ਭੇਜਿਆ ਜਾਵੇਗਾ। [583,973,755,1115]
story-paragraph: ਇਸ ਵਾਰ ਦੀ ਟੁੱਟ ਭੱਜ ਦਾ ਕਾਰਨ ਮੁੱਖ ਤੌਰ 'ਤੇ ਨਾਲ ਵਹਿੰਦੇ ਚੋਅ ਦਾ ਵਹਾਅ ਰਿਹਾ ਹੈ। ਪਾਣੀ ਦਾ ਸਤਰ ਇਸ ਕਦਰ ਉੱਚਾ ਸੀ ਕਿ ਉਪਰਲਾ ਪੁਲ ਵੀ ਇਸ ਵਿੱਚ ਡੁੱਬ ਗਿਆ। ਆਸ ਪਾਸ ਦੇ ਸਾਰੇ ਇਲਾਕਿਆਂ ਵਿੱਚ ਪਾਣੀ ਭਰ ਗਿਆ। [762,649,937,727]
subscription-advert [406,1265,940,1460]
